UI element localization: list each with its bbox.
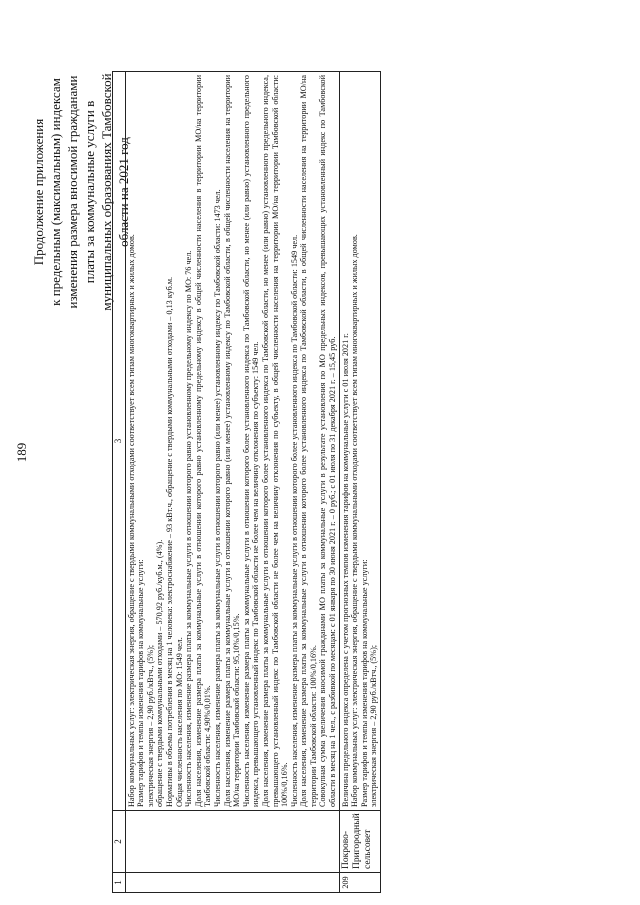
row-number [125,873,339,893]
detail-line: обращение с твердыми коммунальными отходами – 570,92 руб./куб.м., (4%). [155,539,165,807]
appendix-line: изменения размера вносимой гражданами [65,75,80,309]
detail-line: Доля населения, изменение размера платы за коммунальные услуги в отношении которого более установленного индекса по Тамбовской области, в общей численности населения на территории МО/на территории Тамбовской области: 100%/0,16%. [299,75,318,807]
municipality-name [125,811,339,873]
table-row [125,72,339,893]
detail-line: Доля населения, изменение размера платы за коммунальные услуги в отношении которого равно установленному предельному индексу в общей численности населения в территории МО/на территории Тамбовской области: 4,90%/0,01%. [193,75,213,807]
detail-line: Размер тарифов и темпы изменения тарифов на коммунальные услуги: [359,559,369,807]
detail-line: Набор коммунальных услуг: электрическая энергия, обращение с твердыми коммунальными отходами соответствует всем типам многоквартирных и жилых домов. [350,234,360,807]
column-header: 3 [113,72,126,811]
row-details [339,72,380,811]
table-header-row [113,72,126,893]
appendix-line: муниципальных образованиях Тамбовской [99,73,114,311]
detail-line: Численность населения, изменение размера платы за коммунальные услуги в отношении которого более установленного индекса по Тамбовской области, но менее (или равно) установленного предельного индекса, превышающего установленный индекс по Тамбовской области не более чем на величину отклонения по субъекту: 1549 чел. [241,75,261,807]
detail-line: Численность населения, изменение размера платы за коммунальные услуги в отношении которого более установленного индекса по Тамбовской области: 1549 чел. [289,234,299,807]
page-number: 189 [14,442,29,463]
column-header: 1 [113,873,126,893]
appendix-line: Продолжение приложения [31,118,46,266]
detail-line: Доля населения, изменение размера платы за коммунальные услуги в отношении которого более установленного индекса по Тамбовской области, но менее (или равно) установленного предельного индекса, превышающего установленный индекс по Тамбовской области не более чем на величину отклонения по субъекту, в общей численности населения на территории МО/на территории Тамбовской области: 100%/0,16%. [260,75,290,807]
column-header: 2 [113,811,126,873]
detail-line: Численность населения, изменение размера платы за коммунальные услуги в отношении которого равно установленному предельному индексу по МО: 76 чел. [184,250,194,807]
table-row [339,72,380,893]
municipality-name: Покрово-Пригородный сельсовет [339,811,380,873]
row-number: 209 [339,873,380,893]
appendix-line: области на 2021 год [116,137,131,247]
detail-line: Набор коммунальных услуг: электрическая энергия, обращение с твердыми коммунальными отходами соответствует всем типам многоквартирных и жилых домов. [126,234,136,807]
detail-line: Нормативы в объемы потребления в месяц на 1 человека: электроснабжение – 93 кВт.ч., обращение с твердыми коммунальными отходами – 0,13 куб.м. [164,276,174,807]
detail-line: Общая численность населения по МО: 1549 чел. [174,637,184,807]
detail-line: электрическая энергия – 2,90 руб./кВтч., (5%); [145,644,155,807]
detail-line: Доля населения, изменение размера платы за коммунальные услуги в отношении которого равно (или менее) установленному индексу по Тамбовской области, в общей численности населения на территории МО/на территории Тамбовской области: 95,10%/0,15%. [222,75,242,807]
detail-line: электрическая энергия – 2,90 руб./кВтч., (5%); [369,644,379,807]
detail-line: Размер тарифов и темпы изменения тарифов на коммунальные услуги: [136,559,146,807]
detail-line: Величина предельного индекса определена с учетом прогнозных темпов изменения тарифов на коммунальные услуги с 01 июля 2021 г. [340,333,350,807]
appendix-line: платы за коммунальные услуги в [82,100,97,284]
indices-table [112,71,381,893]
row-details [125,72,339,811]
detail-line: Численность населения, изменение размера платы за коммунальные услуги в отношении которого равно (или менее) установленному индексу по Тамбовской области: 1473 чел. [212,189,222,807]
appendix-line: к предельным (максимальным) индексам [48,78,63,306]
detail-line: Совокупная сумма увеличения вносимой гражданами МО платы за коммунальные услуги в результате установления по МО предельных индексов, превышающих установленный индекс по Тамбовской области в месяц на 1 чел., с разбивкой по месяцам: с 01 января по 30 июня 2021 г. – 0 руб.; с 01 июля по 31 декабря 2021 г. – 15,45 руб. [318,75,338,807]
